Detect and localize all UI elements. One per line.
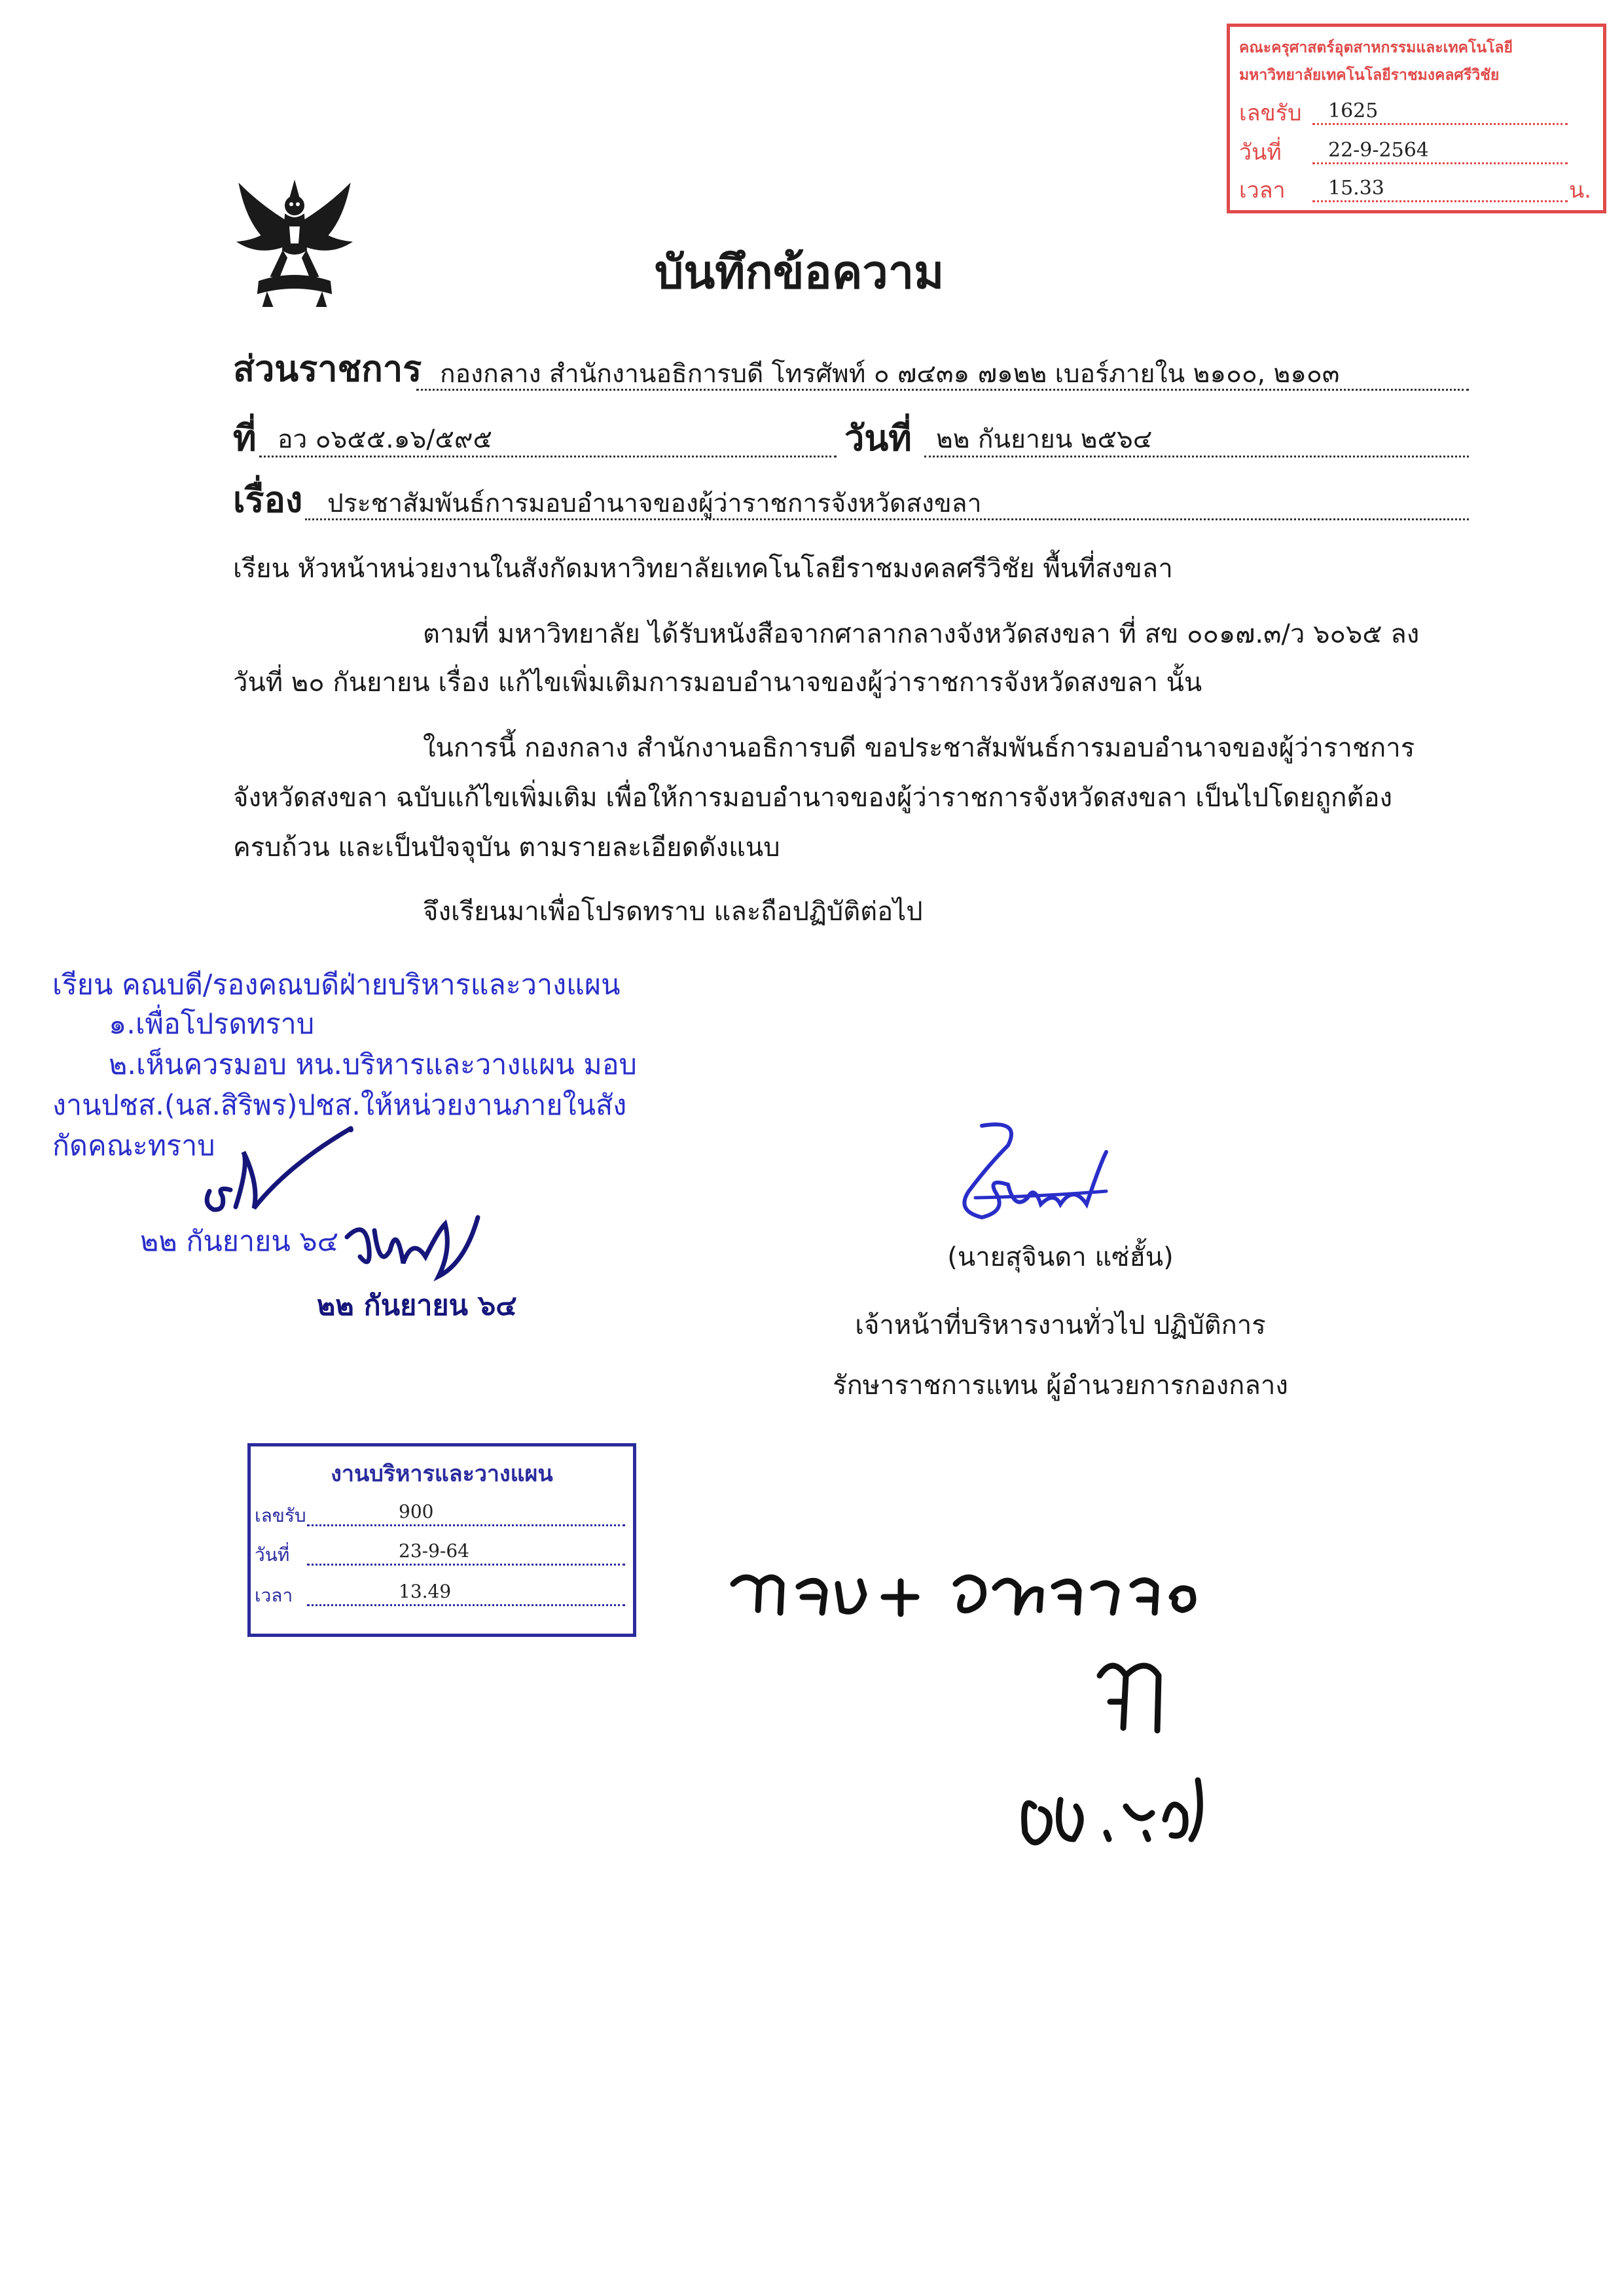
planning-stamp-date-label: วันที่	[255, 1544, 290, 1566]
faculty-stamp-time-label: เวลา	[1239, 177, 1286, 204]
faculty-stamp-date: 22-9-2564	[1328, 139, 1429, 162]
dept-label: ส่วนราชการ	[233, 348, 422, 389]
faculty-stamp-receipt-no: 1625	[1328, 99, 1379, 122]
faculty-stamp-time: 15.33	[1328, 177, 1384, 200]
salutation: เรียน หัวหน้าหน่วยงานในสังกัดมหาวิทยาลัยเทคโนโลยีราชมงคลศรีวิชัย พื้นที่สงขลา	[233, 554, 1173, 584]
planning-stamp-receipt-no: 900	[399, 1501, 434, 1522]
ref-value: อว ๐๖๕๕.๑๖/๕๙๕	[278, 425, 492, 454]
planning-stamp-date-row	[255, 1533, 625, 1570]
planning-stamp-receipt-label: เลขรับ	[255, 1505, 306, 1526]
signatory-position2: รักษาราชการแทน ผู้อำนวยการกองกลาง	[833, 1371, 1288, 1401]
note-date-1: ๒๒ กันยายน ๖๔	[140, 1225, 339, 1258]
planning-receipt-stamp	[247, 1443, 636, 1637]
date-value: ๒๒ กันยายน ๒๕๖๔	[936, 425, 1153, 454]
note-date-2: ๒๒ กันยายน ๖๔	[317, 1289, 517, 1322]
para2-line3: ครบถ้วน และเป็นปัจจุบัน ตามรายละเอียดดังแนบ	[233, 833, 780, 863]
document-title: บันทึกข้อความ	[655, 245, 945, 299]
planning-stamp-receipt-row	[255, 1494, 625, 1530]
planning-stamp-time-row	[255, 1573, 625, 1610]
para2-line1: ในการนี้ กองกลาง สำนักงานอธิการบดี ขอประชาสัมพันธ์การมอบอำนาจของผู้ว่าราชการ	[423, 733, 1415, 763]
signatory-signature	[910, 1113, 1119, 1237]
planning-stamp-title: งานบริหารและวางแผน	[331, 1461, 553, 1487]
handwritten-annotation	[720, 1545, 1218, 1885]
note-signature-1	[196, 1113, 367, 1224]
note-line4: งานปชส.(นส.สิริพร)ปชส.ให้หน่วยงานภายในสัง	[52, 1089, 627, 1122]
para1-line2: วันที่ ๒๐ กันยายน เรื่อง แก้ไขเพิ่มเติมการมอบอำนาจของผู้ว่าราชการจังหวัดสงขลา นั้น	[233, 668, 1202, 698]
note-line1: เรียน คณบดี/รองคณบดีฝ่ายบริหารและวางแผน	[52, 969, 621, 1001]
faculty-stamp-receipt-label: เลขรับ	[1239, 100, 1302, 126]
para2-line2: จังหวัดสงขลา ฉบับแก้ไขเพิ่มเติม เพื่อให้การมอบอำนาจของผู้ว่าราชการจังหวัดสงขลา เป็นไปโดยถูกต้อง	[233, 783, 1393, 813]
faculty-stamp-org-line2: มหาวิทยาลัยเทคโนโลยีราชมงคลศรีวิชัย	[1239, 67, 1500, 84]
faculty-stamp-org-line1: คณะครุศาสตร์อุตสาหกรรมและเทคโนโลยี	[1239, 39, 1513, 56]
ref-label: ที่	[233, 418, 257, 459]
faculty-receipt-stamp	[1227, 24, 1606, 213]
note-line2: ๑.เพื่อโปรดทราบ	[109, 1008, 315, 1041]
planning-stamp-date: 23-9-64	[399, 1540, 469, 1562]
planning-stamp-time: 13.49	[399, 1581, 452, 1602]
signatory-position1: เจ้าหน้าที่บริหารงานทั่วไป ปฏิบัติการ	[855, 1310, 1266, 1340]
note-line3: ๒.เห็นควรมอบ หน.บริหารและวางแผน มอบ	[109, 1049, 637, 1081]
date-label: วันที่	[844, 418, 912, 459]
planning-stamp-time-label: เวลา	[255, 1585, 293, 1606]
faculty-stamp-date-row	[1239, 135, 1594, 170]
faculty-stamp-time-row	[1239, 173, 1594, 207]
closing: จึงเรียนมาเพื่อโปรดทราบ และถือปฏิบัติต่อไป	[423, 897, 923, 927]
signatory-name: (นายสุจินดา แซ่ฮั้น)	[947, 1242, 1174, 1272]
faculty-stamp-receipt-row	[1239, 96, 1594, 130]
subject-value: ประชาสัมพันธ์การมอบอำนาจของผู้ว่าราชการจังหวัดสงขลา	[327, 489, 982, 518]
faculty-stamp-date-label: วันที่	[1239, 139, 1282, 166]
dept-value: กองกลาง สำนักงานอธิการบดี โทรศัพท์ ๐ ๗๔๓๑ ๗๑๒๒ เบอร์ภายใน ๒๑๐๐, ๒๑๐๓	[440, 359, 1340, 389]
faculty-stamp-time-unit: น.	[1568, 177, 1591, 204]
note-signature-2	[340, 1211, 484, 1289]
para1-line1: ตามที่ มหาวิทยาลัย ได้รับหนังสือจากศาลากลางจังหวัดสงขลา ที่ สข ๐๐๑๗.๓/ว ๖๐๖๕ ลง	[423, 619, 1420, 649]
note-line5: กัดคณะทราบ	[52, 1130, 215, 1162]
garuda-emblem-icon	[233, 178, 356, 309]
subject-label: เรื่อง	[233, 479, 303, 520]
